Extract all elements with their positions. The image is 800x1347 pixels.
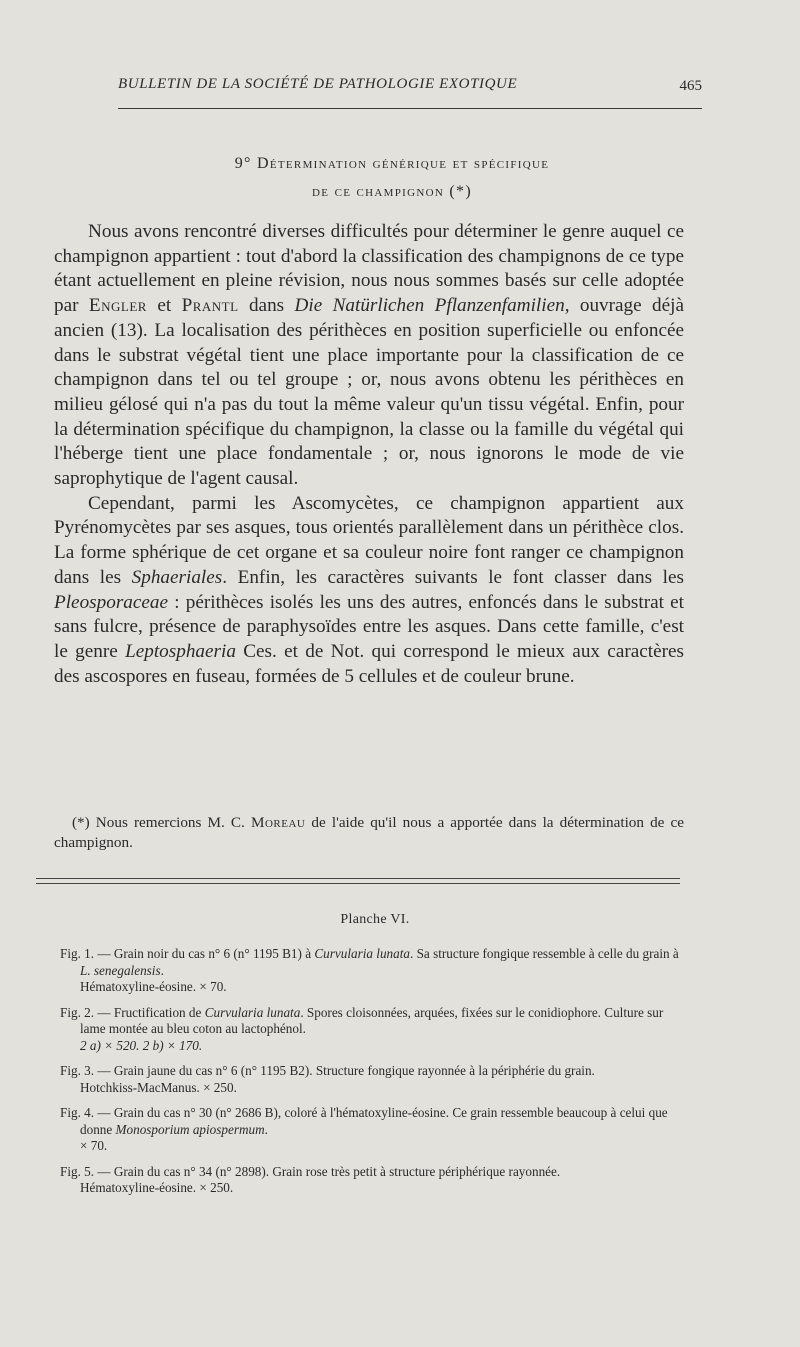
plate-title: Planche VI.: [340, 912, 410, 927]
separator-rule-bottom: [36, 883, 680, 884]
figure-caption-4: [60, 1105, 680, 1155]
running-header: [118, 76, 702, 100]
fig2-species: Curvularia lunata: [204, 1004, 301, 1020]
fig2-text-a: Fig. 2. — Fructification de: [60, 1004, 205, 1020]
p1-text-a: Nous avons rencontré diverses difficultés pour déterminer le genre auquel ce champignon appartient : tout d'abord la classification des champignons de ce type étant actuellement en pleine révision, nous nous sommes basés sur celle adoptée par: [54, 221, 684, 317]
p1-text-d: , ouvrage déjà ancien (13). La localisation des périthèces en position superficielle ou enfoncée dans le substrat végétal tient une place importante pour la classification de ce champignon dans tel ou tel groupe ; or, nous avons obtenu les périthèces en milieu gélosé qui n'a pas du tout la même valeur qu'un tissu végétal. Enfin, pour la détermination spécifique du champignon, la classe ou la famille du végétal qui l'héberge tient une place fondamentale ; or, nous ignorons le mode de vie saprophytique de l'agent causal.: [54, 295, 684, 490]
fig4-species: Monosporium apiospermum: [115, 1121, 265, 1137]
figure-caption-3: [60, 1063, 680, 1096]
fig1-species-2: L. senegalensis: [80, 962, 161, 978]
page-number: 465: [679, 78, 702, 94]
p1-text-b: et: [146, 295, 182, 317]
fig2-magnification: 2 a) × 520. 2 b) × 170.: [80, 1037, 203, 1053]
footnote: [54, 813, 684, 853]
fig1-text-c: .: [160, 962, 164, 978]
footnote-text-b: de l'aide qu'il nous a apportée dans la détermination de ce champignon.: [54, 814, 684, 851]
running-title: BULLETIN DE LA SOCIÉTÉ DE PATHOLOGIE EXOTIQUE: [118, 76, 518, 92]
p2-text-a: Cependant, parmi les Ascomycètes, ce champignon appartient aux Pyrénomycètes par ses asques, tous orientés parallèlement dans un périthèce clos. La forme sphérique de cet organe et sa couleur noire font ranger ce champignon dans les: [54, 492, 684, 588]
section-title: [100, 150, 684, 206]
p2-text-d: Ces. et de Not. qui correspond le mieux aux caractères des ascospores en fuseau, formées de 5 cellules et de couleur brune.: [54, 640, 684, 687]
fig2-text-b: . Spores cloisonnées, arquées, fixées sur le conidiophore. Culture sur lame montée au bleu coton au lactophénol.: [80, 1004, 664, 1036]
fig1-stain: Hématoxyline-éosine. × 70.: [80, 979, 227, 994]
fig5-stain: Hématoxyline-éosine. × 250.: [80, 1180, 234, 1195]
paragraph-2: [54, 492, 684, 690]
fig3-text: Fig. 3. — Grain jaune du cas n° 6 (n° 1195 B2). Structure fongique rayonnée à la périphérie du grain.: [60, 1063, 595, 1078]
fig1-text-a: Fig. 1. — Grain noir du cas n° 6 (n° 1195 B1) à: [60, 946, 315, 961]
figure-caption-5: [60, 1164, 680, 1197]
fig3-stain: Hotchkiss-MacManus. × 250.: [80, 1079, 237, 1095]
header-rule: [118, 108, 702, 109]
taxon-pleosporaceae: Pleosporaceae: [54, 591, 169, 613]
author-prantl: Prantl: [181, 295, 239, 317]
footnote-text-a: (*) Nous remercions M. C.: [72, 814, 251, 831]
taxon-sphaeriales: Sphaeriales: [131, 566, 223, 588]
footnote-name: Moreau: [250, 814, 306, 831]
cited-work-title: Die Natürlichen Pflanzenfamilien: [294, 295, 565, 317]
author-engler: Engler: [88, 295, 147, 317]
separator-rule-top: [36, 878, 680, 879]
fig4-text-a: Fig. 4. — Grain du cas n° 30 (n° 2686 B), coloré à l'hématoxyline-éosine. Ce grain ressemble beaucoup à celui que donne: [60, 1105, 668, 1137]
fig1-text-b: . Sa structure fongique ressemble à celle du grain à: [410, 946, 679, 961]
p2-text-c: : périthèces isolés les uns des autres, enfoncés dans le substrat et sans fulcre, présence de paraphysoïdes entre les asques. Dans cette famille, c'est le genre: [54, 591, 684, 662]
fig4-magnification: × 70.: [80, 1138, 108, 1153]
fig4-text-b: .: [264, 1121, 268, 1137]
section-title-line-1: 9° Détermination générique et spécifique: [234, 155, 550, 172]
fig1-species: Curvularia lunata: [314, 946, 410, 961]
taxon-leptosphaeria: Leptosphaeria: [125, 640, 236, 662]
p2-text-b: . Enfin, les caractères suivants le font classer dans les: [222, 566, 684, 588]
figure-captions: [60, 946, 680, 1206]
figure-caption-1: [60, 946, 680, 996]
body-text: [54, 220, 684, 689]
paragraph-1: [54, 220, 684, 492]
section-title-line-2: de ce champignon (*): [312, 183, 472, 200]
figure-caption-2: [60, 1005, 680, 1055]
p1-text-c: dans: [238, 295, 295, 317]
fig5-text: Fig. 5. — Grain du cas n° 34 (n° 2898). Grain rose très petit à structure périphérique rayonnée.: [60, 1163, 561, 1179]
